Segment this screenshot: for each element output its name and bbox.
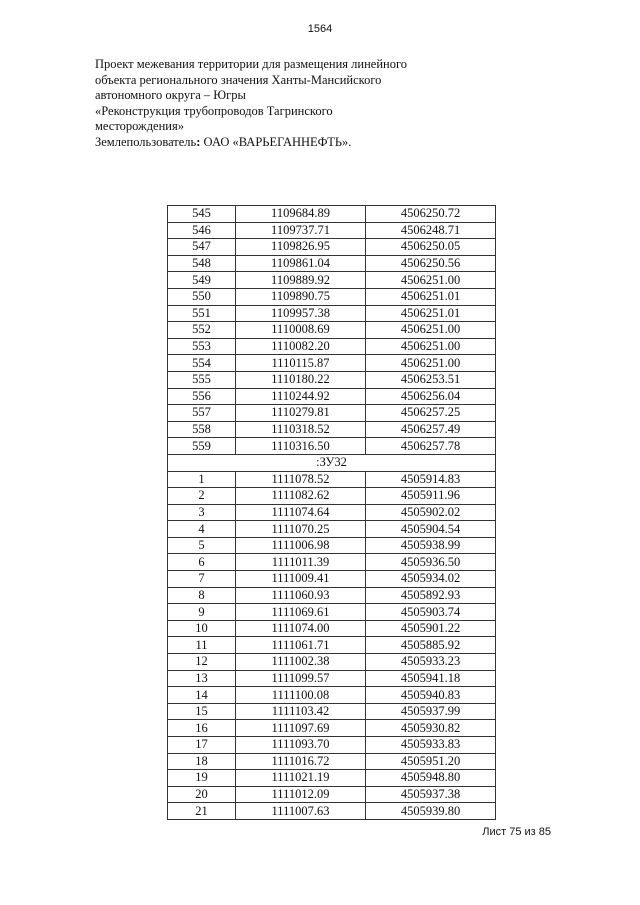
y-coordinate-cell: 4505951.20 bbox=[366, 753, 496, 770]
table-row bbox=[168, 687, 496, 704]
y-coordinate-cell: 4505902.02 bbox=[366, 504, 496, 521]
table-row bbox=[168, 421, 496, 438]
x-coordinate-cell: 1111097.69 bbox=[236, 720, 366, 737]
point-number-cell: 18 bbox=[168, 753, 236, 770]
y-coordinate-cell: 4505892.93 bbox=[366, 587, 496, 604]
x-coordinate-cell: 1110008.69 bbox=[236, 322, 366, 339]
land-user-line: Землепользователь: ОАО «ВАРЬЕГАННЕФТЬ». bbox=[95, 134, 352, 149]
y-coordinate-cell: 4506250.56 bbox=[366, 255, 496, 272]
coordinates-table bbox=[167, 205, 496, 820]
header-line: «Реконструкция трубопроводов Тагринского bbox=[95, 103, 333, 118]
y-coordinate-cell: 4505933.83 bbox=[366, 737, 496, 754]
x-coordinate-cell: 1111011.39 bbox=[236, 554, 366, 571]
table-row bbox=[168, 388, 496, 405]
header-line: автономного округа – Югры bbox=[95, 88, 246, 102]
table-row bbox=[168, 703, 496, 720]
y-coordinate-cell: 4506250.05 bbox=[366, 239, 496, 256]
table-row bbox=[168, 305, 496, 322]
section-label: :ЗУ32 bbox=[168, 454, 496, 471]
point-number-cell: 3 bbox=[168, 504, 236, 521]
point-number-cell: 1 bbox=[168, 471, 236, 488]
land-user-label: Землепользователь bbox=[95, 134, 197, 149]
x-coordinate-cell: 1110244.92 bbox=[236, 388, 366, 405]
point-number-cell: 19 bbox=[168, 770, 236, 787]
point-number-cell: 2 bbox=[168, 488, 236, 505]
header-line: объекта регионального значения Ханты-Мансийского bbox=[95, 72, 382, 87]
x-coordinate-cell: 1109684.89 bbox=[236, 206, 366, 223]
x-coordinate-cell: 1109957.38 bbox=[236, 305, 366, 322]
x-coordinate-cell: 1111069.61 bbox=[236, 604, 366, 621]
coordinates-table-body bbox=[168, 206, 496, 820]
y-coordinate-cell: 4505901.22 bbox=[366, 620, 496, 637]
y-coordinate-cell: 4505904.54 bbox=[366, 521, 496, 538]
table-row bbox=[168, 355, 496, 372]
x-coordinate-cell: 1111082.62 bbox=[236, 488, 366, 505]
table-row bbox=[168, 405, 496, 422]
x-coordinate-cell: 1111074.64 bbox=[236, 504, 366, 521]
page-number: 1564 bbox=[307, 23, 333, 35]
point-number-cell: 14 bbox=[168, 687, 236, 704]
x-coordinate-cell: 1111061.71 bbox=[236, 637, 366, 654]
point-number-cell: 13 bbox=[168, 670, 236, 687]
point-number-cell: 8 bbox=[168, 587, 236, 604]
x-coordinate-cell: 1110115.87 bbox=[236, 355, 366, 372]
point-number-cell: 548 bbox=[168, 255, 236, 272]
y-coordinate-cell: 4506250.72 bbox=[366, 206, 496, 223]
point-number-cell: 554 bbox=[168, 355, 236, 372]
table-row bbox=[168, 239, 496, 256]
point-number-cell: 559 bbox=[168, 438, 236, 455]
table-row bbox=[168, 737, 496, 754]
point-number-cell: 545 bbox=[168, 206, 236, 223]
y-coordinate-cell: 4506257.78 bbox=[366, 438, 496, 455]
point-number-cell: 20 bbox=[168, 786, 236, 803]
point-number-cell: 555 bbox=[168, 371, 236, 388]
x-coordinate-cell: 1109737.71 bbox=[236, 222, 366, 239]
table-row bbox=[168, 637, 496, 654]
y-coordinate-cell: 4506253.51 bbox=[366, 371, 496, 388]
x-coordinate-cell: 1111006.98 bbox=[236, 537, 366, 554]
y-coordinate-cell: 4505939.80 bbox=[366, 803, 496, 820]
y-coordinate-cell: 4506251.00 bbox=[366, 272, 496, 289]
y-coordinate-cell: 4505903.74 bbox=[366, 604, 496, 621]
x-coordinate-cell: 1111009.41 bbox=[236, 571, 366, 588]
point-number-cell: 549 bbox=[168, 272, 236, 289]
y-coordinate-cell: 4505940.83 bbox=[366, 687, 496, 704]
point-number-cell: 5 bbox=[168, 537, 236, 554]
table-row bbox=[168, 537, 496, 554]
x-coordinate-cell: 1111070.25 bbox=[236, 521, 366, 538]
point-number-cell: 4 bbox=[168, 521, 236, 538]
table-row bbox=[168, 753, 496, 770]
sheet-counter: Лист 75 из 85 bbox=[482, 826, 551, 838]
x-coordinate-cell: 1111016.72 bbox=[236, 753, 366, 770]
x-coordinate-cell: 1110180.22 bbox=[236, 371, 366, 388]
x-coordinate-cell: 1109826.95 bbox=[236, 239, 366, 256]
point-number-cell: 558 bbox=[168, 421, 236, 438]
y-coordinate-cell: 4505948.80 bbox=[366, 770, 496, 787]
table-row bbox=[168, 803, 496, 820]
table-row bbox=[168, 504, 496, 521]
point-number-cell: 546 bbox=[168, 222, 236, 239]
table-row bbox=[168, 488, 496, 505]
y-coordinate-cell: 4506257.49 bbox=[366, 421, 496, 438]
table-row bbox=[168, 206, 496, 223]
y-coordinate-cell: 4505936.50 bbox=[366, 554, 496, 571]
y-coordinate-cell: 4506251.01 bbox=[366, 288, 496, 305]
table-row bbox=[168, 554, 496, 571]
point-number-cell: 16 bbox=[168, 720, 236, 737]
y-coordinate-cell: 4505934.02 bbox=[366, 571, 496, 588]
x-coordinate-cell: 1110316.50 bbox=[236, 438, 366, 455]
point-number-cell: 7 bbox=[168, 571, 236, 588]
x-coordinate-cell: 1111060.93 bbox=[236, 587, 366, 604]
point-number-cell: 547 bbox=[168, 239, 236, 256]
x-coordinate-cell: 1110082.20 bbox=[236, 338, 366, 355]
point-number-cell: 557 bbox=[168, 405, 236, 422]
point-number-cell: 9 bbox=[168, 604, 236, 621]
y-coordinate-cell: 4505938.99 bbox=[366, 537, 496, 554]
table-row bbox=[168, 604, 496, 621]
table-row bbox=[168, 770, 496, 787]
y-coordinate-cell: 4505937.99 bbox=[366, 703, 496, 720]
y-coordinate-cell: 4506251.00 bbox=[366, 322, 496, 339]
x-coordinate-cell: 1111078.52 bbox=[236, 471, 366, 488]
table-row bbox=[168, 371, 496, 388]
x-coordinate-cell: 1111002.38 bbox=[236, 654, 366, 671]
point-number-cell: 11 bbox=[168, 637, 236, 654]
point-number-cell: 556 bbox=[168, 388, 236, 405]
land-user-value: ОАО «ВАРЬЕГАННЕФТЬ». bbox=[203, 134, 352, 149]
table-row bbox=[168, 521, 496, 538]
point-number-cell: 21 bbox=[168, 803, 236, 820]
x-coordinate-cell: 1110318.52 bbox=[236, 421, 366, 438]
header-line: Проект межевания территории для размещения линейного bbox=[95, 57, 408, 71]
y-coordinate-cell: 4506257.25 bbox=[366, 405, 496, 422]
y-coordinate-cell: 4506251.01 bbox=[366, 305, 496, 322]
table-row bbox=[168, 255, 496, 272]
x-coordinate-cell: 1111012.09 bbox=[236, 786, 366, 803]
document-header bbox=[95, 57, 455, 150]
point-number-cell: 551 bbox=[168, 305, 236, 322]
header-line: месторождения» bbox=[95, 119, 184, 133]
x-coordinate-cell: 1111100.08 bbox=[236, 687, 366, 704]
y-coordinate-cell: 4505885.92 bbox=[366, 637, 496, 654]
y-coordinate-cell: 4506256.04 bbox=[366, 388, 496, 405]
table-row bbox=[168, 587, 496, 604]
table-row bbox=[168, 272, 496, 289]
x-coordinate-cell: 1109890.75 bbox=[236, 288, 366, 305]
table-row bbox=[168, 338, 496, 355]
point-number-cell: 552 bbox=[168, 322, 236, 339]
x-coordinate-cell: 1109861.04 bbox=[236, 255, 366, 272]
y-coordinate-cell: 4505911.96 bbox=[366, 488, 496, 505]
point-number-cell: 6 bbox=[168, 554, 236, 571]
y-coordinate-cell: 4505933.23 bbox=[366, 654, 496, 671]
y-coordinate-cell: 4505914.83 bbox=[366, 471, 496, 488]
point-number-cell: 12 bbox=[168, 654, 236, 671]
table-row bbox=[168, 571, 496, 588]
table-row bbox=[168, 670, 496, 687]
x-coordinate-cell: 1110279.81 bbox=[236, 405, 366, 422]
point-number-cell: 553 bbox=[168, 338, 236, 355]
y-coordinate-cell: 4506248.71 bbox=[366, 222, 496, 239]
table-row bbox=[168, 288, 496, 305]
table-row bbox=[168, 620, 496, 637]
x-coordinate-cell: 1111007.63 bbox=[236, 803, 366, 820]
x-coordinate-cell: 1111074.00 bbox=[236, 620, 366, 637]
y-coordinate-cell: 4506251.00 bbox=[366, 355, 496, 372]
x-coordinate-cell: 1111099.57 bbox=[236, 670, 366, 687]
point-number-cell: 10 bbox=[168, 620, 236, 637]
y-coordinate-cell: 4505941.18 bbox=[366, 670, 496, 687]
point-number-cell: 15 bbox=[168, 703, 236, 720]
table-row bbox=[168, 438, 496, 455]
point-number-cell: 17 bbox=[168, 737, 236, 754]
x-coordinate-cell: 1111103.42 bbox=[236, 703, 366, 720]
table-row bbox=[168, 786, 496, 803]
y-coordinate-cell: 4505930.82 bbox=[366, 720, 496, 737]
table-row bbox=[168, 471, 496, 488]
y-coordinate-cell: 4505937.38 bbox=[366, 786, 496, 803]
x-coordinate-cell: 1111021.19 bbox=[236, 770, 366, 787]
table-row bbox=[168, 222, 496, 239]
x-coordinate-cell: 1111093.70 bbox=[236, 737, 366, 754]
section-row bbox=[168, 454, 496, 471]
table-row bbox=[168, 720, 496, 737]
y-coordinate-cell: 4506251.00 bbox=[366, 338, 496, 355]
x-coordinate-cell: 1109889.92 bbox=[236, 272, 366, 289]
table-row bbox=[168, 654, 496, 671]
point-number-cell: 550 bbox=[168, 288, 236, 305]
table-row bbox=[168, 322, 496, 339]
